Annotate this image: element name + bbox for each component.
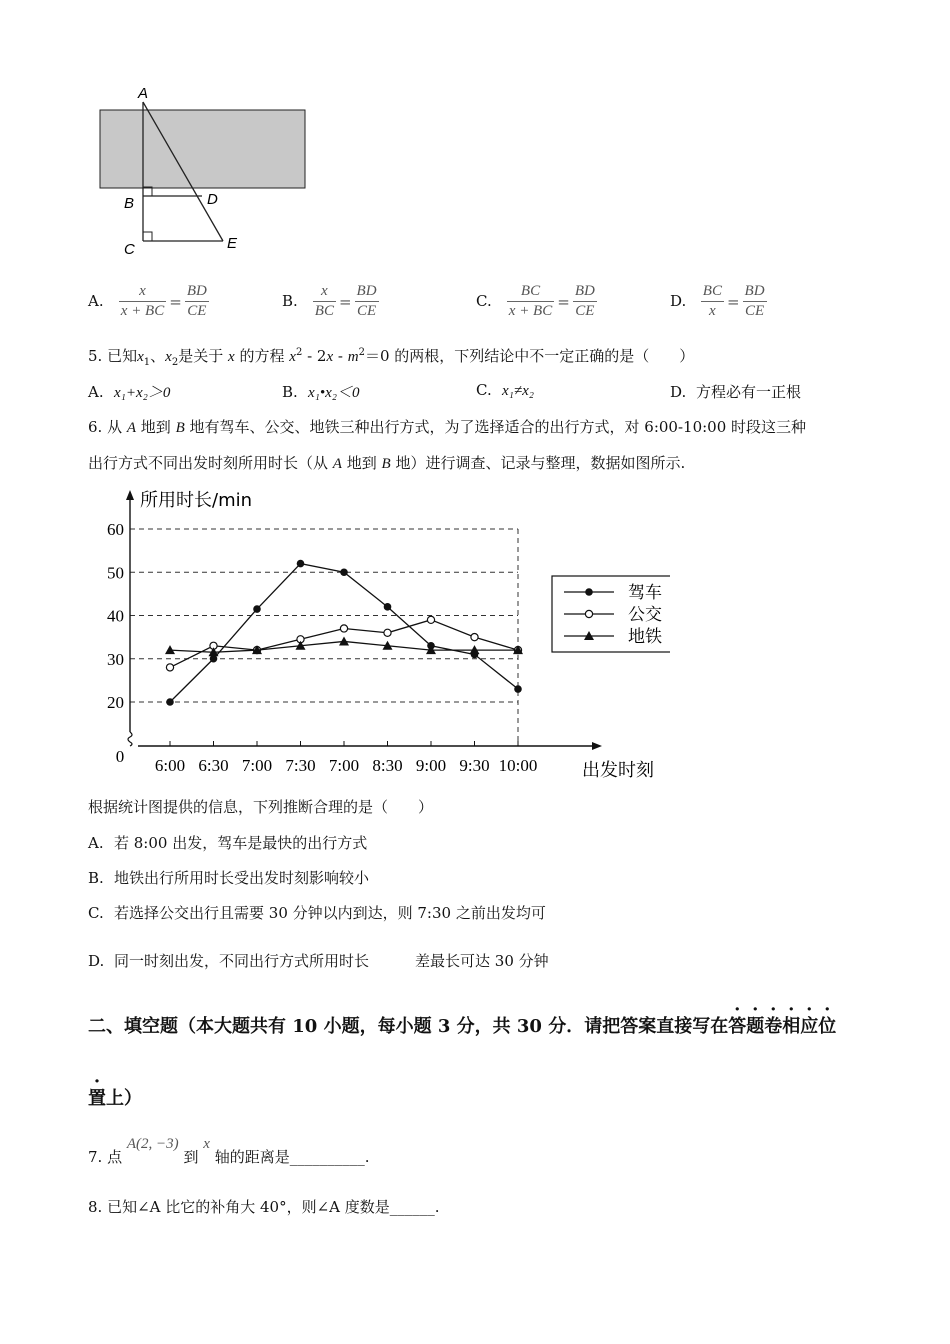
geometry-figure [90, 78, 320, 260]
q5-stem: 5. 已知$x_1$、$x_2$是关于 x 的方程 $x^2 - 2x - m^2=0$ 的两根，下列结论中不一定正确的是（ ） [88, 347, 695, 368]
q7-stem: 7. 点 A(2, −3) 到 x 轴的距离是__________. [88, 1136, 370, 1166]
q6-option-c[interactable]: C. 若选择公交出行且需要 30 分钟以内到达，则 7:30 之前出发均可 [88, 904, 546, 922]
x-tick-label: 9:00 [415, 756, 447, 775]
q5-option-a[interactable]: A. x₁+x₂＞0 [88, 383, 171, 401]
x-tick-label: 7:30 [285, 756, 316, 775]
data-point-1-4 [340, 625, 347, 632]
label-C: C [124, 241, 135, 258]
data-point-1-5 [384, 629, 391, 636]
label-B: B [124, 195, 135, 212]
q4-option-b[interactable]: B. $\frac{x}{BC}$ = $\frac{BD}{CE}$ [282, 283, 377, 319]
legend-label-1: 公交 [628, 605, 662, 625]
q5-option-c[interactable]: C. x₁≠x₂ [476, 381, 534, 399]
travel-time-chart [90, 484, 670, 784]
x-axis-arrow [592, 742, 602, 750]
section2-heading-cont: 置上） [88, 1088, 142, 1109]
data-point-0-5 [384, 603, 392, 611]
q6-option-d[interactable]: D. 同一时刻出发，不同出行方式所用时长 差最长可达 30 分钟 [88, 952, 549, 970]
section2-heading: 二、填空题（本大题共有 10 小题，每小题 3 分，共 30 分．请把答案直接写在答题卷相应位 [88, 1016, 837, 1037]
q4-option-a[interactable]: A. $\frac{x}{x + BC}$ = $\frac{BD}{CE}$ [88, 283, 207, 319]
x-tick-label: 7:00 [241, 756, 273, 775]
q6-option-b[interactable]: B. 地铁出行所用时长受出发时刻影响较小 [88, 869, 370, 887]
data-point-1-7 [471, 634, 478, 641]
q7-answer-blank[interactable]: __________ [289, 1148, 365, 1166]
y-tick-label: 30 [107, 649, 124, 669]
legend-marker-1 [585, 610, 592, 617]
q6-stem-line2: 出行方式不同出发时刻所用时长（从 A 地到 B 地）进行调查、记录与整理，数据如图所示. [88, 454, 686, 472]
right-angle-mark-C [143, 232, 152, 241]
data-point-2-0 [165, 645, 175, 654]
y-tick-label: 60 [107, 520, 124, 539]
data-point-1-6 [427, 616, 434, 623]
y-tick-label: 20 [107, 693, 124, 712]
q4-option-d[interactable]: D. $\frac{BC}{x}$ = $\frac{BD}{CE}$ [670, 283, 765, 319]
legend-label-2: 地铁 [628, 627, 662, 647]
legend-marker-0 [585, 588, 593, 596]
data-point-0-4 [340, 568, 348, 576]
y-axis-arrow [126, 490, 134, 500]
x-tick-label: 6:00 [154, 756, 186, 775]
axis-break-mark [128, 732, 132, 746]
data-point-0-3 [297, 560, 305, 568]
q4-option-c[interactable]: C. $\frac{BC}{x + BC}$ = $\frac{BD}{CE}$ [476, 283, 595, 319]
q5-option-b[interactable]: B. x₁•x₂＜0 [282, 383, 360, 401]
data-point-0-2 [253, 605, 261, 613]
shaded-rectangle [100, 110, 305, 188]
series-line-0 [170, 564, 518, 702]
label-E: E [227, 235, 238, 252]
x-tick-label: 9:30 [459, 756, 490, 775]
legend-label-0: 驾车 [628, 583, 662, 603]
x-tick-label: 7:00 [328, 756, 360, 775]
y-tick-label: 50 [107, 563, 124, 583]
q8-stem: 8. 已知∠A 比它的补角大 40°，则∠A 度数是______. [88, 1198, 440, 1216]
q6-stem-line1: 6. 从 A 地到 B 地有驾车、公交、地铁三种出行方式，为了选择适合的出行方式，对 6:00-10:00 时段这三种 [88, 418, 807, 436]
x-tick-label: 6:30 [198, 756, 229, 775]
x-tick-label: 10:00 [498, 756, 538, 775]
y-axis-label: 所用时长/min [140, 490, 253, 511]
data-point-0-0 [166, 698, 174, 706]
origin-label: 0 [115, 747, 125, 766]
q5-option-d[interactable]: D. 方程必有一正根 [670, 383, 802, 401]
q8-answer-blank[interactable]: ______ [389, 1198, 435, 1216]
data-point-0-8 [514, 685, 522, 693]
x-axis-label: 出发时刻 [582, 760, 654, 781]
q6-question: 根据统计图提供的信息，下列推断合理的是（ ） [88, 798, 434, 816]
data-point-2-4 [339, 636, 349, 645]
label-A: A [138, 85, 149, 102]
q6-option-a[interactable]: A. 若 8:00 出发，驾车是最快的出行方式 [88, 834, 368, 852]
label-D: D [207, 191, 218, 208]
x-tick-label: 8:30 [372, 756, 403, 775]
y-tick-label: 40 [107, 606, 124, 626]
data-point-1-0 [166, 664, 173, 671]
